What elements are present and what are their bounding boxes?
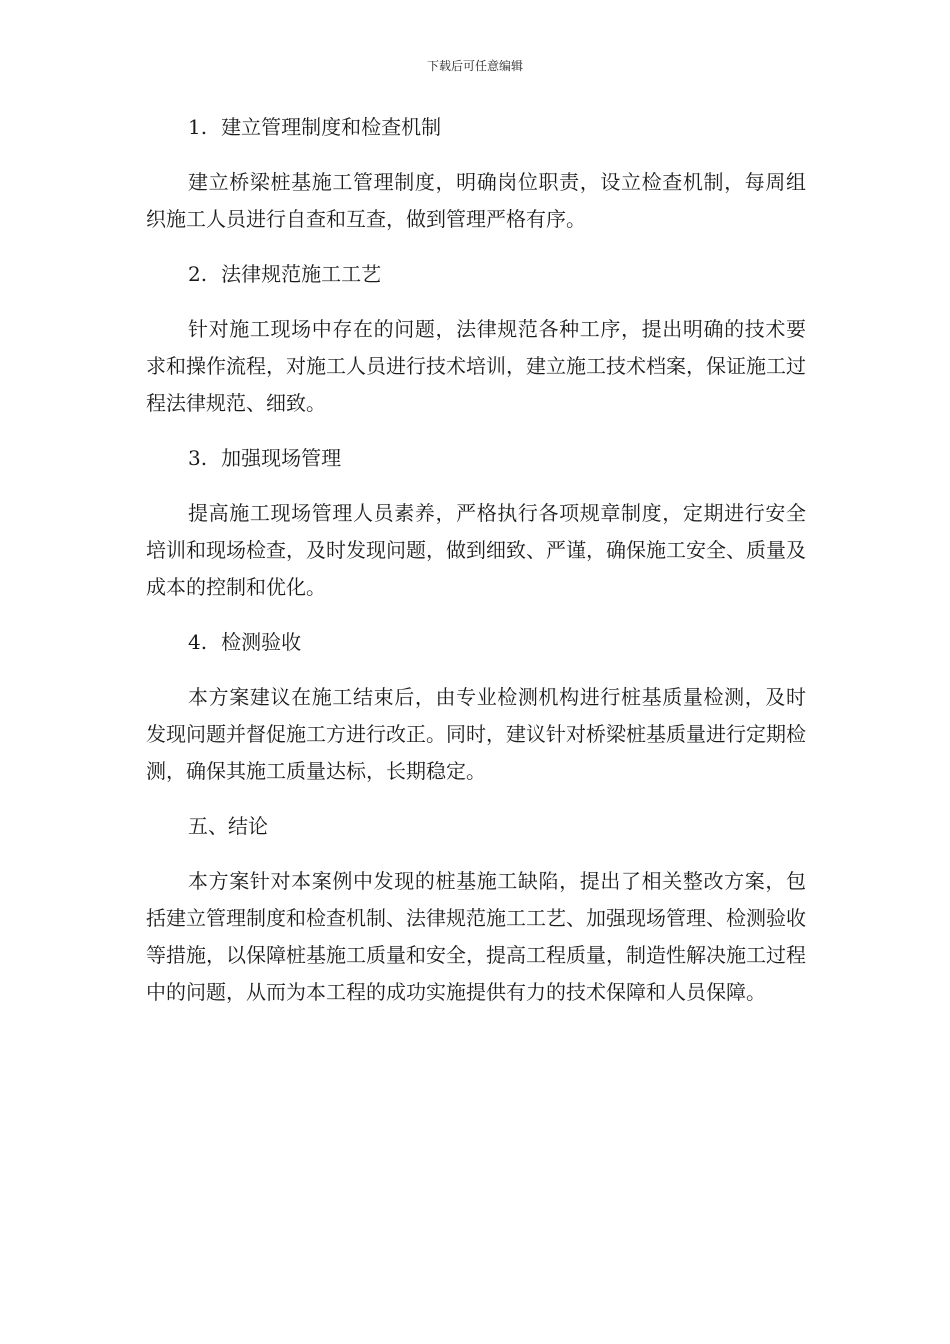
section-4-number: 4. — [188, 630, 208, 654]
section-2-heading — [146, 256, 806, 293]
section-2-title: 法律规范施工工艺 — [221, 262, 382, 286]
section-3-heading — [146, 440, 806, 477]
section-3-body: 提高施工现场管理人员素养，严格执行各项规章制度，定期进行安全培训和现场检查，及时发现问题，做到细致、严谨，确保施工安全、质量及成本的控制和优化。 — [146, 501, 806, 599]
section-1-heading — [146, 109, 806, 146]
section-3-title: 加强现场管理 — [221, 446, 342, 470]
section-3-number: 3. — [188, 446, 208, 470]
header-note: 下载后可任意编辑 — [426, 59, 523, 73]
conclusion-heading: 五、结论 — [188, 814, 268, 838]
section-2-number: 2. — [188, 262, 208, 286]
section-2-body: 针对施工现场中存在的问题，法律规范各种工序，提出明确的技术要求和操作流程，对施工人员进行技术培训，建立施工技术档案，保证施工过程法律规范、细致。 — [146, 317, 806, 415]
document-body — [146, 109, 806, 1029]
section-1-number: 1. — [188, 115, 208, 139]
section-1-title: 建立管理制度和检查机制 — [221, 115, 442, 139]
conclusion-body: 本方案针对本案例中发现的桩基施工缺陷，提出了相关整改方案，包括建立管理制度和检查机制、法律规范施工工艺、加强现场管理、检测验收等措施，以保障桩基施工质量和安全，提高工程质量，制造性解决施工过程中的问题，从而为本工程的成功实施提供有力的技术保障和人员保障。 — [146, 869, 806, 1004]
section-1-body: 建立桥梁桩基施工管理制度，明确岗位职责，设立检查机制，每周组织施工人员进行自查和互查，做到管理严格有序。 — [146, 170, 806, 231]
section-4-heading — [146, 624, 806, 661]
section-4-title: 检测验收 — [221, 630, 302, 654]
section-4-body: 本方案建议在施工结束后，由专业检测机构进行桩基质量检测，及时发现问题并督促施工方进行改正。同时，建议针对桥梁桩基质量进行定期检测，确保其施工质量达标，长期稳定。 — [146, 685, 806, 783]
